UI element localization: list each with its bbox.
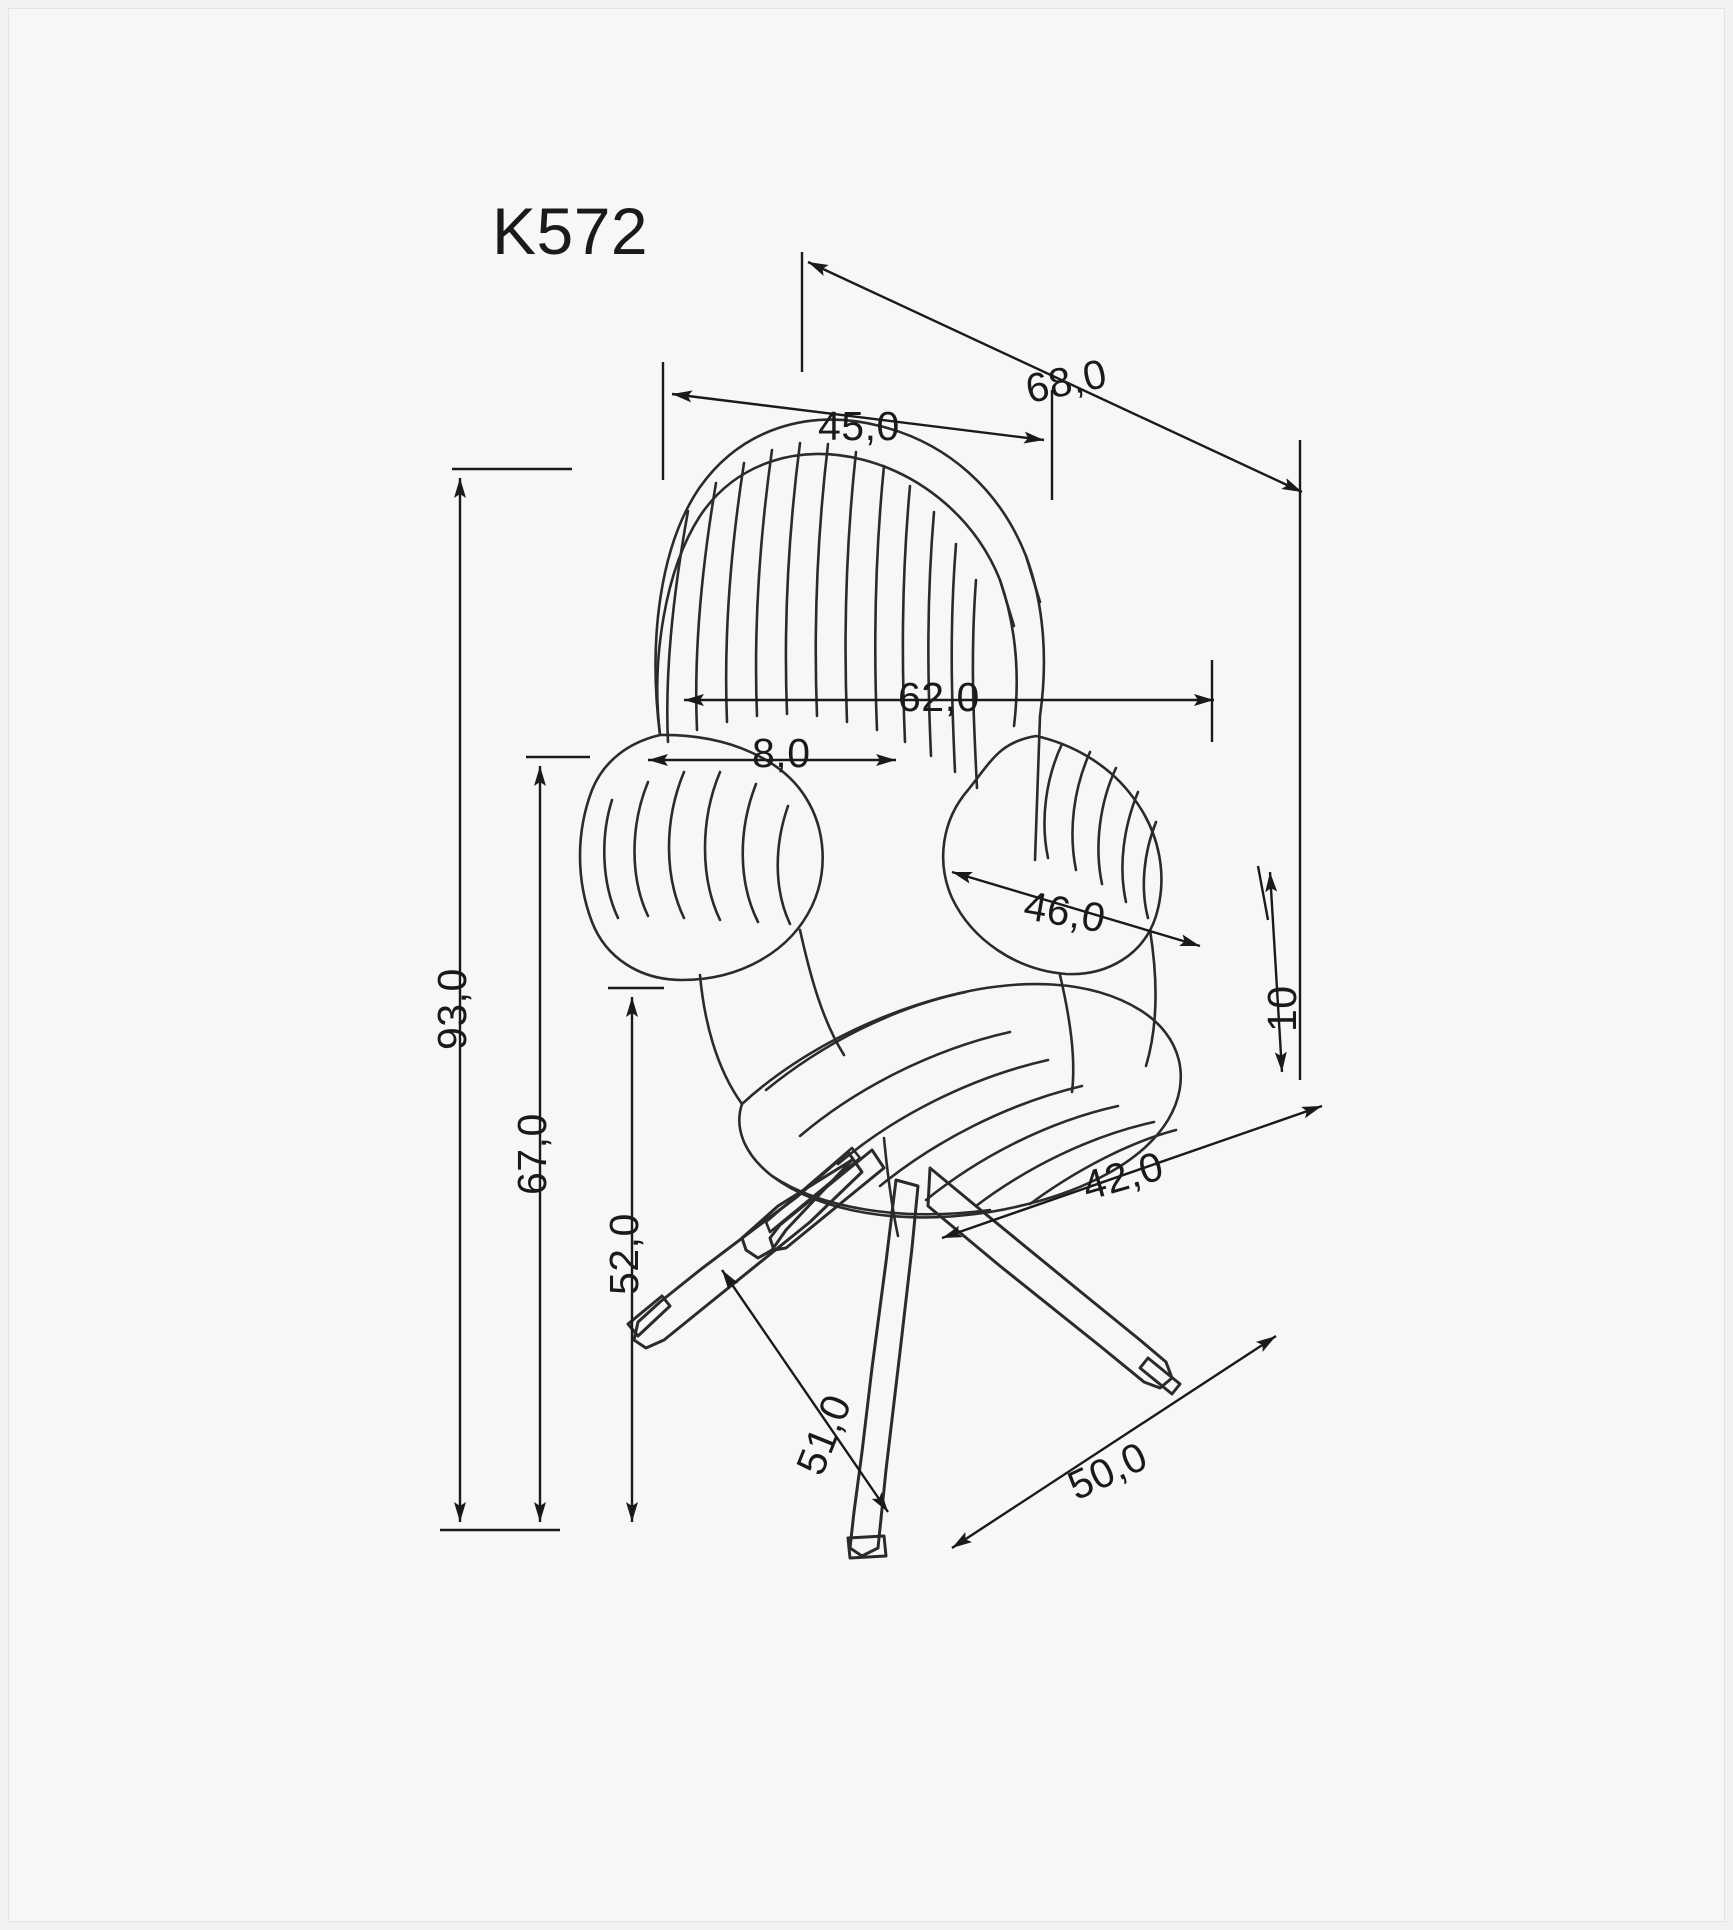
dim-label-52: 52,0 (601, 1213, 647, 1295)
chair-illustration (580, 420, 1181, 1558)
dim-label-42: 42,0 (1077, 1142, 1169, 1210)
ext-line-46-right (1258, 866, 1268, 920)
dim-line-51 (722, 1270, 888, 1512)
dim-label-62: 62,0 (898, 674, 980, 720)
dim-label-46: 46,0 (1020, 882, 1110, 942)
dim-line-10 (1270, 872, 1282, 1072)
dim-label-8: 8,0 (752, 730, 811, 776)
drawing-title: K572 (492, 194, 649, 268)
dim-label-93: 93,0 (429, 968, 475, 1050)
dim-label-45: 45,0 (818, 403, 900, 449)
dim-label-67: 67,0 (509, 1113, 555, 1195)
dim-label-68: 68,0 (1021, 350, 1111, 413)
dim-label-10: 10 (1259, 985, 1305, 1032)
dim-label-51: 51,0 (787, 1388, 861, 1482)
dim-label-50: 50,0 (1060, 1432, 1155, 1509)
